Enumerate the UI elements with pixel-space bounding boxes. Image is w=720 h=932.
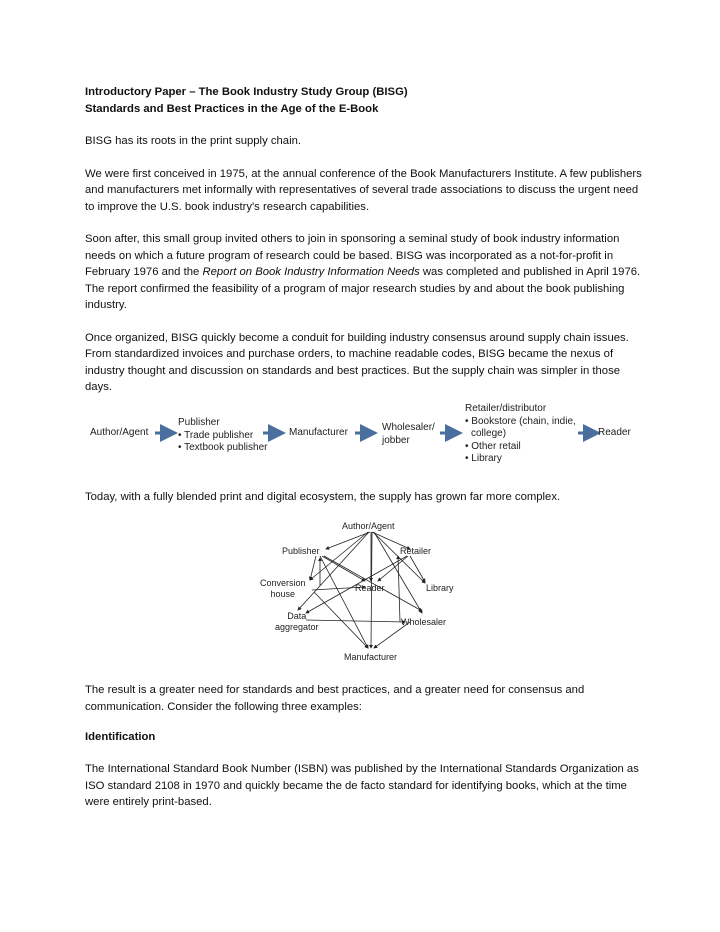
- section-heading-identification: Identification: [85, 731, 156, 743]
- flow-reader: Reader: [598, 427, 631, 438]
- flow-retailer: Retailer/distributor • Bookstore (chain, indie, college) • Other retail • Library: [465, 403, 576, 464]
- title-line-1: Introductory Paper – The Book Industry Study Group (BISG): [85, 86, 408, 98]
- paragraph-result: The result is a greater need for standards and best practices, and a greater need for consensus and communication. Consider the following three examples:: [85, 684, 585, 713]
- paragraph-organized: Once organized, BISG quickly become a conduit for building industry consensus around supply chain issues. From standardized invoices and purchase orders, to machine readable codes, BISG became the nexus of industry thought and discussion on standards and best practices. But the supply chain was simpler in those days.: [85, 331, 629, 393]
- document-body: [85, 84, 645, 396]
- flow-publisher: Publisher • Trade publisher • Textbook publisher: [178, 417, 268, 453]
- supply-chain-flow-diagram: [85, 400, 645, 475]
- net-wholesaler: Wholesaler: [401, 617, 447, 627]
- paragraph-history: We were first conceived in 1975, at the annual conference of the Book Manufacturers Institute. A few publishers and manufacturers met informally with representatives of several trade associations to discuss the urgent need to improve the U.S. book industry's research capabilities.: [85, 167, 642, 213]
- paragraph-roots: BISG has its roots in the print supply chain.: [85, 135, 302, 147]
- report-title: Report on Book Industry Information Needs: [202, 266, 420, 278]
- ecosystem-network-diagram: [250, 518, 470, 668]
- paragraph-isbn: The International Standard Book Number (ISBN) was published by the International Standards Organization as ISO standard 2108 in 1970 and quickly became the de facto standard for identifying books, which at the time were entirely print-based.: [85, 763, 639, 808]
- net-data-aggregator: Data aggregator: [275, 611, 319, 632]
- net-retailer: Retailer: [400, 546, 432, 556]
- paragraph-incorporation: Soon after, this small group invited others to join in sponsoring a seminal study of book industry information needs on which a future program of research could be based. BISG was incorporated as a not-for-profit in February 1976 and the Report on Book Industry Information Needs was completed and published in April 1976. The report confirmed the feasibility of a program of major research studies by and about the book publishing industry.: [85, 233, 641, 311]
- paragraph-complex: Today, with a fully blended print and digital ecosystem, the supply has grown far more complex.: [85, 491, 561, 503]
- net-conversion-house: Conversion house: [260, 578, 306, 599]
- flow-author: Author/Agent: [90, 427, 149, 438]
- title-line-2: Standards and Best Practices in the Age of the E-Book: [85, 102, 379, 115]
- net-publisher: Publisher: [282, 546, 320, 556]
- net-library: Library: [426, 583, 454, 593]
- flow-manufacturer: Manufacturer: [289, 427, 348, 438]
- net-author: Author/Agent: [342, 521, 395, 531]
- net-reader: Reader: [355, 583, 385, 593]
- net-manufacturer: Manufacturer: [344, 652, 398, 662]
- flow-wholesaler: Wholesaler/ jobber: [382, 422, 435, 446]
